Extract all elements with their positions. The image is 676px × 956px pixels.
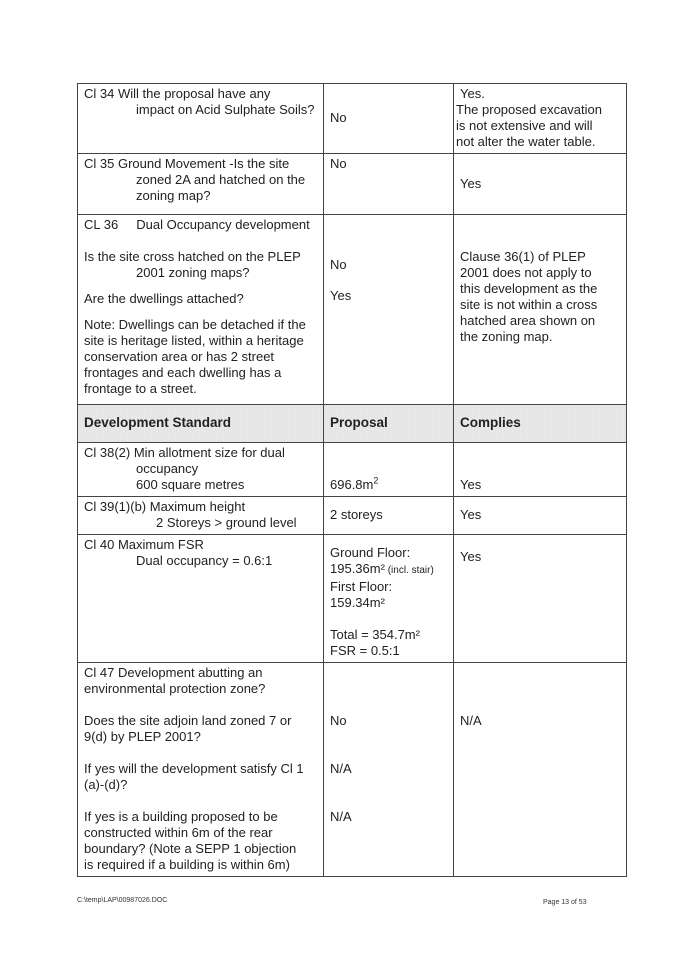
cl36-note-l4: frontages and each dwelling has a — [84, 365, 282, 380]
cl38-complies: Yes — [460, 477, 482, 492]
cl36-q2: Are the dwellings attached? — [84, 291, 244, 306]
cl36-proposal-q1: No — [330, 257, 347, 272]
cl35-proposal: No — [330, 156, 347, 171]
cl34-complies-l3: is not extensive and will — [456, 118, 593, 133]
cl39-complies-cell — [454, 497, 627, 535]
cl40-proposal-cell — [324, 535, 454, 663]
cl35-title: Cl 35 Ground Movement -Is the site — [84, 156, 290, 171]
cl47-complies: N/A — [460, 713, 482, 728]
cl47-q1-l2: 9(d) by PLEP 2001? — [84, 729, 201, 744]
cl36-q1: Is the site cross hatched on the PLEP — [84, 249, 301, 264]
cl36-standard-cell — [78, 215, 324, 405]
cl34-complies-cell — [454, 84, 627, 154]
cl38-proposal-cell — [324, 443, 454, 497]
cl40-complies-cell — [454, 535, 627, 663]
cl36-complies-l3: this development as the — [460, 281, 598, 296]
cl38-proposal: 696.8m — [330, 477, 374, 492]
cl35-title-cont: zoned 2A and hatched on the — [136, 172, 306, 187]
cl47-complies-cell — [454, 663, 627, 877]
cl38-standard-cell — [78, 443, 324, 497]
cl47-proposal-q2: N/A — [330, 761, 352, 776]
header-proposal: Proposal — [324, 405, 454, 443]
cl40-complies: Yes — [460, 549, 482, 564]
cl47-title-l2: environmental protection zone? — [84, 681, 266, 696]
cl34-complies-l4: not alter the water table. — [456, 134, 596, 149]
cl47-q2-l1: If yes will the development satisfy Cl 1 — [84, 761, 304, 776]
cl38-complies-cell — [454, 443, 627, 497]
cl36-complies-l1: Clause 36(1) of PLEP — [460, 249, 586, 264]
cl47-proposal-cell — [324, 663, 454, 877]
cl36-q1-cont: 2001 zoning maps? — [136, 265, 250, 280]
footer-file-path: C:\temp\LAP\00987026.DOC — [77, 897, 168, 904]
cl47-proposal-q1: No — [330, 713, 347, 728]
cl40-first-floor-area: 159.34m² — [330, 595, 385, 610]
cl34-complies-l2: The proposed excavation — [456, 102, 602, 117]
cl39-proposal: 2 storeys — [330, 507, 383, 522]
header-development-standard: Development Standard — [78, 405, 324, 443]
cl38-title: Cl 38(2) Min allotment size for dual — [84, 445, 285, 460]
cl47-q3-l1: If yes is a building proposed to be — [84, 809, 278, 824]
cl47-q2-l2: (a)-(d)? — [84, 777, 128, 792]
cl47-standard-cell — [78, 663, 324, 877]
cl36-complies-l5: hatched area shown on — [460, 313, 596, 328]
cl34-proposal: No — [330, 110, 347, 125]
cl38-proposal-superscript: 2 — [373, 475, 379, 486]
cl35-proposal-cell — [324, 154, 454, 215]
cl36-complies-l4: site is not within a cross — [460, 297, 598, 312]
cl34-complies-l1: Yes. — [460, 86, 485, 101]
cl36-title: CL 36 Dual Occupancy development — [84, 217, 310, 232]
cl40-ground-floor-area: 195.36m² (incl. stair) — [330, 561, 434, 576]
cl36-note-l5: frontage to a street. — [84, 381, 197, 396]
table-row-cl38 — [78, 443, 627, 497]
table-row-cl47 — [78, 663, 627, 877]
table-row-cl34 — [78, 84, 627, 154]
table-row-cl39 — [78, 497, 627, 535]
cl34-standard-cell — [78, 84, 324, 154]
cl39-standard-cell — [78, 497, 324, 535]
table-header-row — [78, 405, 627, 443]
cl38-title-cont: occupancy — [136, 461, 199, 476]
assessment-table — [77, 83, 627, 877]
cl35-complies: Yes — [460, 175, 482, 191]
cl36-note-l2: site is heritage listed, within a heritage — [84, 333, 304, 348]
cl47-q1-l1: Does the site adjoin land zoned 7 or — [84, 713, 292, 728]
cl40-title: Cl 40 Maximum FSR — [84, 537, 204, 552]
cl38-requirement: 600 square metres — [136, 477, 245, 492]
cl47-q3-l4: is required if a building is within 6m) — [84, 857, 290, 872]
cl47-title-l1: Cl 47 Development abutting an — [84, 665, 263, 680]
cl39-requirement: 2 Storeys > ground level — [156, 515, 297, 530]
header-complies: Complies — [454, 405, 627, 443]
footer-page-number: Page 13 of 53 — [543, 899, 587, 906]
cl36-proposal-cell — [324, 215, 454, 405]
cl35-standard-cell — [78, 154, 324, 215]
cl36-complies-l6: the zoning map. — [460, 329, 553, 344]
cl39-complies: Yes — [460, 507, 482, 522]
cl36-note-l1: Note: Dwellings can be detached if the — [84, 317, 306, 332]
cl40-fsr: FSR = 0.5:1 — [330, 643, 400, 658]
cl36-complies-cell — [454, 215, 627, 405]
cl40-ground-floor-label: Ground Floor: — [330, 545, 411, 560]
table-row-cl40 — [78, 535, 627, 663]
cl36-proposal-q2: Yes — [330, 288, 352, 303]
cl35-title-cont2: zoning map? — [136, 188, 211, 203]
table-row-cl36 — [78, 215, 627, 405]
cl36-note-l3: conservation area or has 2 street — [84, 349, 275, 364]
cl39-title: Cl 39(1)(b) Maximum height — [84, 499, 246, 514]
cl34-proposal-cell — [324, 84, 454, 154]
cl40-requirement: Dual occupancy = 0.6:1 — [136, 553, 273, 568]
table-row-cl35 — [78, 154, 627, 215]
cl40-standard-cell — [78, 535, 324, 663]
cl40-total: Total = 354.7m² — [330, 627, 420, 642]
cl47-q3-l3: boundary? (Note a SEPP 1 objection — [84, 841, 297, 856]
cl40-first-floor-label: First Floor: — [330, 579, 393, 594]
cl47-q3-l2: constructed within 6m of the rear — [84, 825, 273, 840]
cl34-title-cont: impact on Acid Sulphate Soils? — [136, 102, 315, 117]
cl47-proposal-q3: N/A — [330, 809, 352, 824]
cl36-complies-l2: 2001 does not apply to — [460, 265, 592, 280]
cl39-proposal-cell — [324, 497, 454, 535]
cl34-title: Cl 34 Will the proposal have any — [84, 86, 271, 101]
cl35-complies-cell — [454, 154, 627, 215]
cl40-incl-stair: (incl. stair) — [384, 565, 434, 576]
